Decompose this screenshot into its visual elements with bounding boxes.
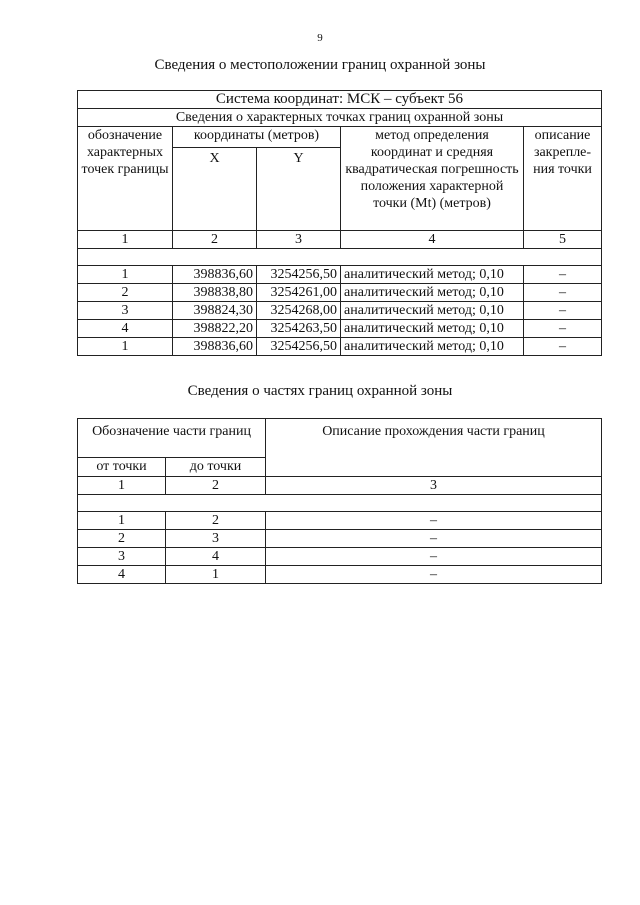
col-num: 2 <box>166 477 266 495</box>
spacer-row <box>78 495 602 512</box>
table-row <box>78 338 602 356</box>
table-row <box>78 512 602 530</box>
method-value: аналитический метод; 0,10 <box>341 320 524 338</box>
header-part-designation: Обозначение части границ <box>78 419 266 458</box>
section-title-boundary-location: Сведения о местоположении границ охранной зоны <box>154 57 486 73</box>
coordinate-system: Система координат: МСК – субъект 56 <box>78 91 602 109</box>
header-from-point: от точки <box>78 458 166 477</box>
col-num: 5 <box>524 231 602 249</box>
table-row <box>78 302 602 320</box>
x-value: 398836,60 <box>173 266 257 284</box>
point-id: 1 <box>78 338 173 356</box>
column-number-row <box>78 231 602 249</box>
from-point: 1 <box>78 512 166 530</box>
table1-subtitle: Сведения о характерных точках границ охранной зоны <box>78 109 602 127</box>
header-to-point: до точки <box>166 458 266 477</box>
point-id: 4 <box>78 320 173 338</box>
point-id: 2 <box>78 284 173 302</box>
x-value: 398838,80 <box>173 284 257 302</box>
from-point: 2 <box>78 530 166 548</box>
part-description: – <box>266 548 602 566</box>
method-value: аналитический метод; 0,10 <box>341 266 524 284</box>
header-method: метод определения координат и средняя квадратическая погрешность положения характерной точки (Mt) (метров) <box>341 127 524 231</box>
y-value: 3254256,50 <box>257 338 341 356</box>
col-num: 3 <box>266 477 602 495</box>
header-part-description: Описание прохождения части границ <box>266 419 602 477</box>
method-value: аналитический метод; 0,10 <box>341 338 524 356</box>
to-point: 1 <box>166 566 266 584</box>
to-point: 2 <box>166 512 266 530</box>
desc-value: – <box>524 302 602 320</box>
x-value: 398822,20 <box>173 320 257 338</box>
desc-value: – <box>524 338 602 356</box>
y-value: 3254256,50 <box>257 266 341 284</box>
part-description: – <box>266 512 602 530</box>
header-description: описание закрепле-ния точки <box>524 127 602 231</box>
x-value: 398836,60 <box>173 338 257 356</box>
column-number-row <box>78 477 602 495</box>
part-description: – <box>266 530 602 548</box>
table-row <box>78 284 602 302</box>
page-number: 9 <box>317 32 323 44</box>
section-title-boundary-parts: Сведения о частях границ охранной зоны <box>187 383 453 399</box>
desc-value: – <box>524 266 602 284</box>
to-point: 3 <box>166 530 266 548</box>
y-value: 3254263,50 <box>257 320 341 338</box>
y-value: 3254261,00 <box>257 284 341 302</box>
x-value: 398824,30 <box>173 302 257 320</box>
spacer-row <box>78 249 602 266</box>
col-num: 1 <box>78 231 173 249</box>
spacer-cell <box>78 495 602 512</box>
to-point: 4 <box>166 548 266 566</box>
col-num: 1 <box>78 477 166 495</box>
method-value: аналитический метод; 0,10 <box>341 302 524 320</box>
desc-value: – <box>524 320 602 338</box>
part-description: – <box>266 566 602 584</box>
header-y: Y <box>257 148 341 231</box>
col-num: 2 <box>173 231 257 249</box>
from-point: 4 <box>78 566 166 584</box>
header-x: X <box>173 148 257 231</box>
col-num: 4 <box>341 231 524 249</box>
desc-value: – <box>524 284 602 302</box>
table-row <box>78 566 602 584</box>
col-num: 3 <box>257 231 341 249</box>
point-id: 3 <box>78 302 173 320</box>
point-id: 1 <box>78 266 173 284</box>
table-row <box>78 530 602 548</box>
spacer-cell <box>78 249 602 266</box>
table-row <box>78 320 602 338</box>
header-point-designation: обозначение характерных точек границы <box>78 127 173 231</box>
boundary-parts-table <box>77 418 602 584</box>
characteristic-points-table <box>77 90 602 356</box>
table-row <box>78 548 602 566</box>
table-row <box>78 266 602 284</box>
from-point: 3 <box>78 548 166 566</box>
header-coordinates: координаты (метров) <box>173 127 341 148</box>
y-value: 3254268,00 <box>257 302 341 320</box>
method-value: аналитический метод; 0,10 <box>341 284 524 302</box>
